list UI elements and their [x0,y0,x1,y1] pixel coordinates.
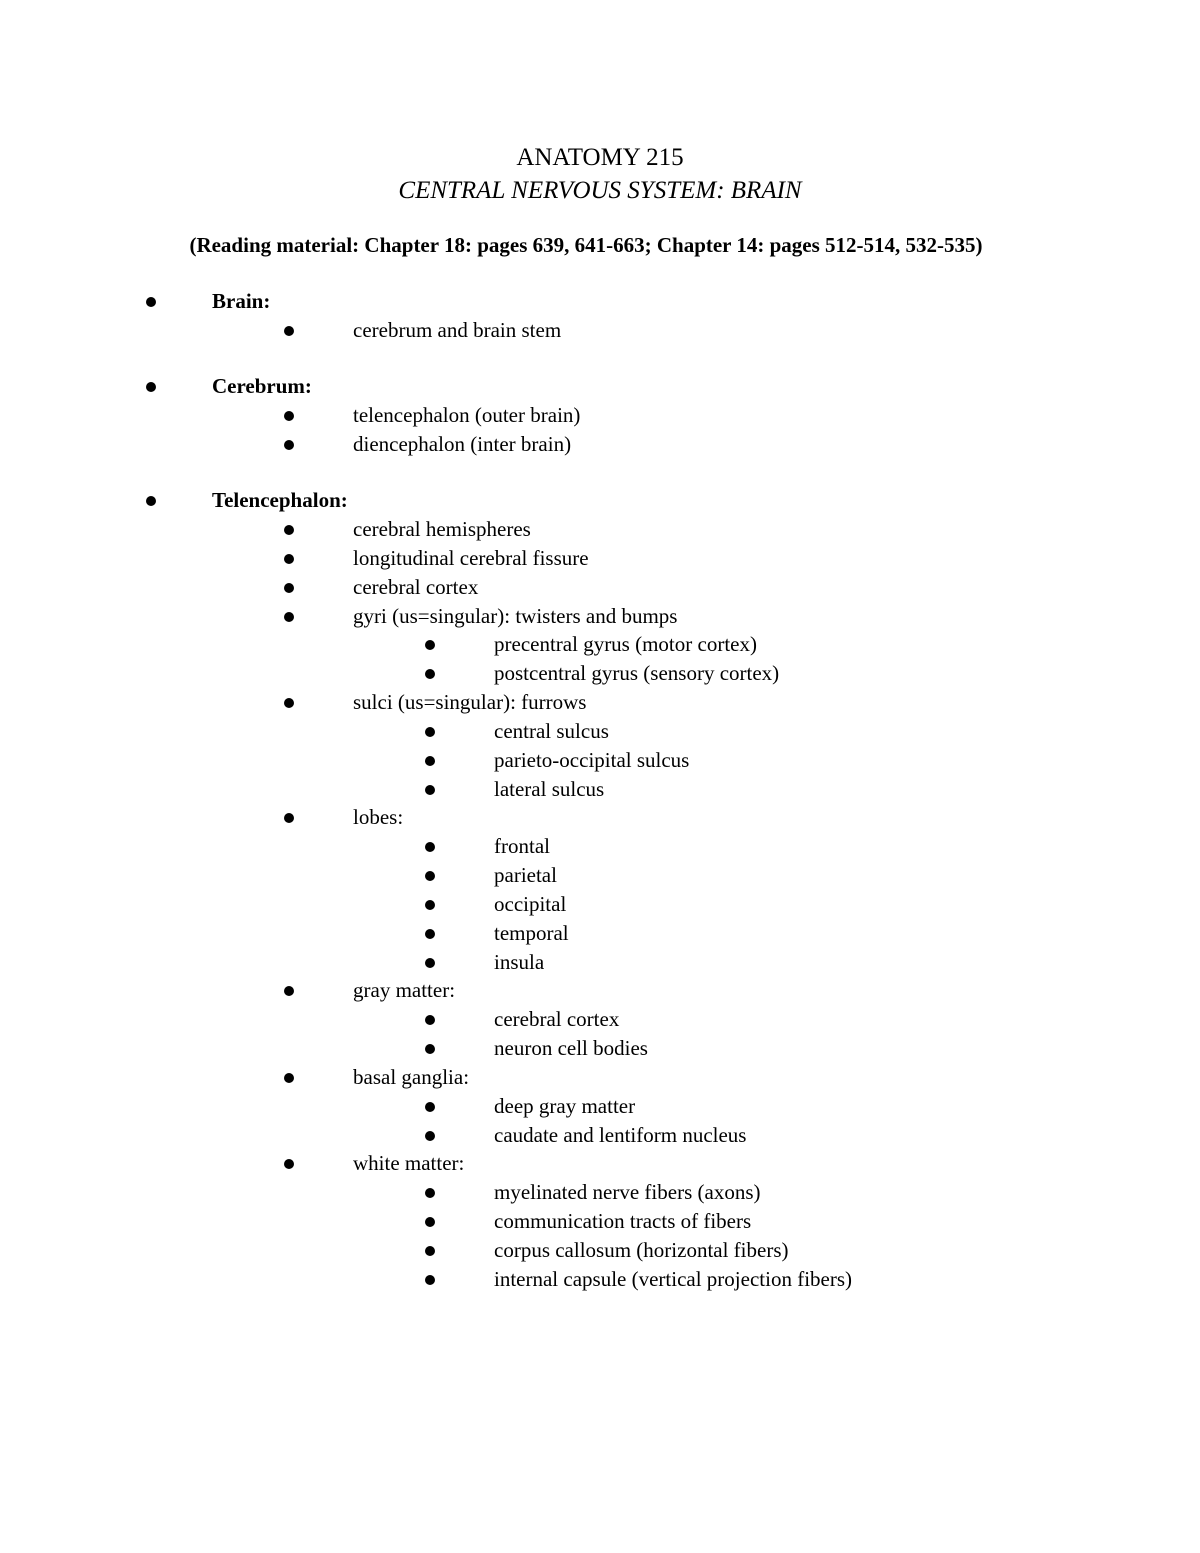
bullet-icon [284,515,296,543]
sub-list-item-text: central sulcus [494,719,609,743]
sub-list-item-text: deep gray matter [494,1094,636,1118]
sub-list-item-text: postcentral gyrus (sensory cortex) [494,661,780,685]
sub-list-item-text: internal capsule (vertical projection fibers) [494,1267,853,1291]
bullet-icon [284,602,296,630]
list-item-text: cerebrum and brain stem [353,318,562,342]
bullet-icon [425,775,437,803]
sub-list-item-text: communication tracts of fibers [494,1209,752,1233]
bullet-icon [146,486,158,514]
list-item-text: white matter: [353,1151,465,1175]
bullet-icon [284,1063,296,1091]
list-item-text: telencephalon (outer brain) [353,403,581,427]
bullet-icon [146,372,158,400]
bullet-icon [425,746,437,774]
bullet-icon [425,832,437,860]
bullet-icon [425,1005,437,1033]
list-item-text: sulci (us=singular): furrows [353,690,587,714]
bullet-icon [284,688,296,716]
list-item-text: gyri (us=singular): twisters and bumps [353,604,678,628]
list-item-text: cerebral hemispheres [353,517,531,541]
bullet-icon [425,1178,437,1206]
sub-list-item-text: occipital [494,892,567,916]
list-item-text: longitudinal cerebral fissure [353,546,589,570]
sub-list-item-text: neuron cell bodies [494,1036,648,1060]
bullet-icon [284,316,296,344]
reading-material-note: (Reading material: Chapter 18: pages 639, 641-663; Chapter 14: pages 512-514, 532-535) [189,233,983,257]
sub-list-item-text: frontal [494,834,550,858]
bullet-icon [425,861,437,889]
bullet-icon [425,1207,437,1235]
list-item-text: basal ganglia: [353,1065,470,1089]
bullet-icon [425,1034,437,1062]
bullet-icon [146,287,158,315]
list-item-text: diencephalon (inter brain) [353,432,572,456]
bullet-icon [425,1236,437,1264]
section-heading-text: Telencephalon: [212,488,348,512]
sub-list-item-text: caudate and lentiform nucleus [494,1123,747,1147]
bullet-icon [284,803,296,831]
sub-list-item-text: precentral gyrus (motor cortex) [494,632,757,656]
bullet-icon [425,1092,437,1120]
bullet-icon [425,1121,437,1149]
bullet-icon [425,919,437,947]
list-item-text: gray matter: [353,978,456,1002]
sub-list-item-text: insula [494,950,545,974]
section-heading-text: Cerebrum: [212,374,312,398]
sub-list-item-text: lateral sulcus [494,777,605,801]
list-item-text: lobes: [353,805,404,829]
list-item-text: cerebral cortex [353,575,479,599]
bullet-icon [425,717,437,745]
bullet-icon [284,573,296,601]
bullet-icon [425,630,437,658]
bullet-icon [284,544,296,572]
sub-list-item-text: cerebral cortex [494,1007,620,1031]
page-subtitle: CENTRAL NERVOUS SYSTEM: BRAIN [398,177,802,204]
sub-list-item-text: corpus callosum (horizontal fibers) [494,1238,789,1262]
section-heading-text: Brain: [212,289,271,313]
bullet-icon [425,948,437,976]
bullet-icon [425,659,437,687]
sub-list-item-text: parietal [494,863,557,887]
bullet-icon [284,430,296,458]
bullet-icon [425,1265,437,1293]
sub-list-item-text: myelinated nerve fibers (axons) [494,1180,761,1204]
sub-list-item-text: temporal [494,921,569,945]
bullet-icon [284,1149,296,1177]
bullet-icon [284,401,296,429]
course-title: ANATOMY 215 [516,144,684,171]
bullet-icon [425,890,437,918]
sub-list-item-text: parieto-occipital sulcus [494,748,690,772]
bullet-icon [284,976,296,1004]
